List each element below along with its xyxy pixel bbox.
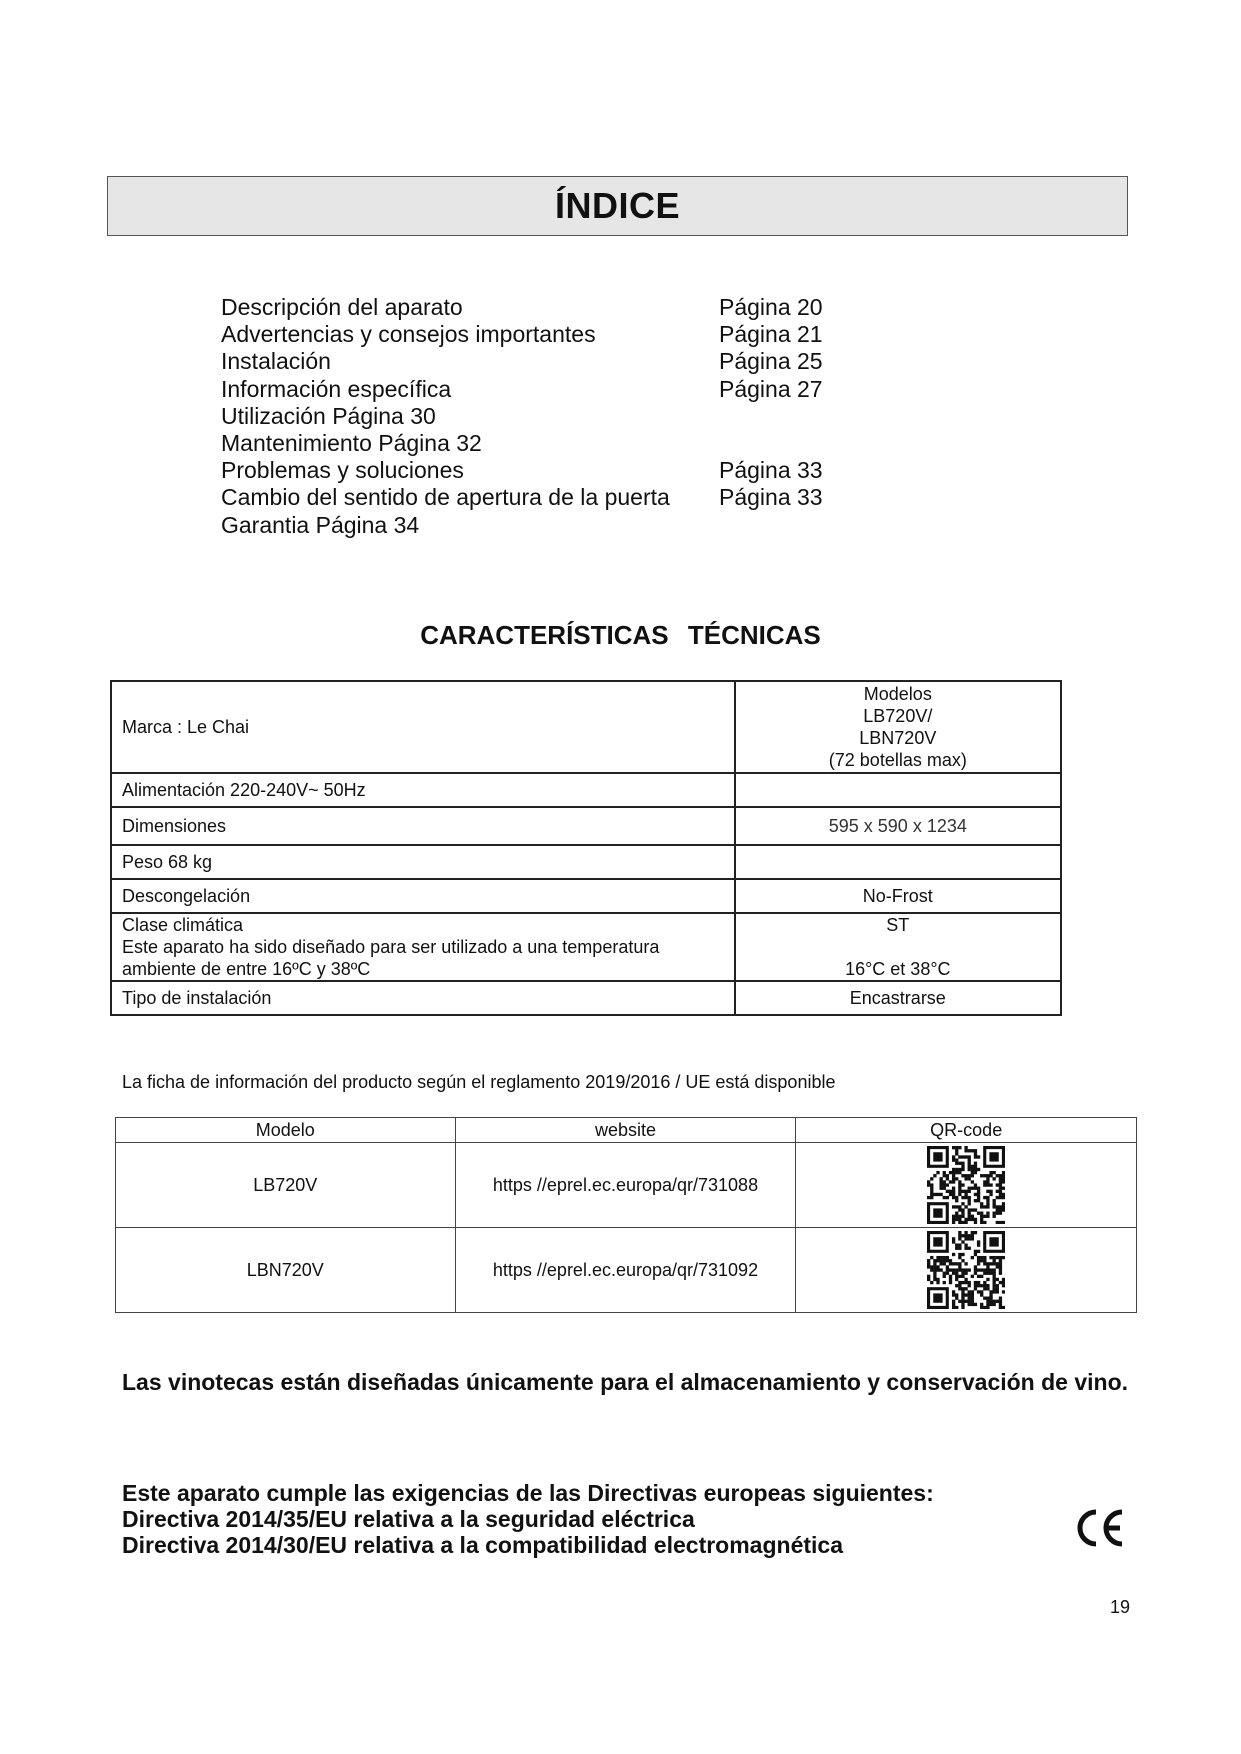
specs-table — [110, 680, 1062, 1016]
weight-cell: Peso 68 kg — [111, 845, 735, 879]
header-website: website — [455, 1118, 796, 1143]
url-cell: https //eprel.ec.europa/qr/731092 — [455, 1228, 796, 1313]
toc-label: Cambio del sentido de apertura de la puerta — [221, 484, 670, 511]
index-header — [107, 176, 1128, 236]
toc-entry — [221, 512, 861, 539]
qr-code-icon[interactable] — [927, 1231, 1005, 1309]
toc-entry — [221, 294, 861, 321]
toc-label: Utilización Página 30 — [221, 402, 436, 429]
toc-page: Página 20 — [719, 294, 823, 320]
toc-page: Página 27 — [719, 375, 823, 402]
power-value-cell — [735, 773, 1061, 807]
toc-label: Problemas y soluciones — [221, 457, 464, 484]
toc-label: Advertencias y consejos importantes — [221, 321, 596, 348]
toc-page: Página 33 — [719, 484, 823, 511]
table-row — [111, 807, 1061, 845]
table-row — [111, 845, 1061, 879]
toc-entry — [221, 321, 861, 348]
toc-page: Página 21 — [719, 321, 823, 348]
table-row — [116, 1228, 1137, 1313]
table-row — [116, 1143, 1137, 1228]
toc-label: Información específica — [221, 375, 452, 402]
model-cell: LB720V — [116, 1143, 456, 1228]
table-row — [111, 773, 1061, 807]
table-of-contents — [221, 294, 861, 539]
models-cell — [735, 681, 1061, 773]
install-value-cell: Encastrarse — [735, 981, 1061, 1015]
qr-code-icon[interactable] — [927, 1146, 1005, 1224]
models-line: LBN720V — [859, 728, 937, 748]
climate-class: ST — [886, 915, 910, 935]
header-model: Modelo — [116, 1118, 456, 1143]
models-line: LB720V/ — [863, 706, 933, 726]
eprel-note: La ficha de información del producto según el reglamento 2019/2016 / UE está disponible — [122, 1072, 836, 1092]
brand-cell: Marca : Le Chai — [111, 681, 735, 773]
toc-entry — [221, 430, 861, 457]
toc-label: Garantia Página 34 — [221, 511, 420, 538]
toc-label: Instalación — [221, 348, 331, 375]
toc-page: Página 25 — [719, 348, 823, 375]
toc-label: Mantenimiento Página 32 — [221, 429, 482, 456]
qr-table — [115, 1117, 1137, 1313]
climate-desc: ambiente de entre 16ºC y 38ºC — [122, 959, 371, 979]
table-row — [111, 681, 1061, 773]
directive-line: Directiva 2014/35/EU relativa a la seguridad eléctrica — [122, 1506, 695, 1532]
table-row — [111, 879, 1061, 913]
models-line: Modelos — [863, 684, 932, 704]
directives-intro: Este aparato cumple las exigencias de las Directivas europeas siguientes: — [122, 1480, 934, 1506]
install-label-cell: Tipo de instalación — [111, 981, 735, 1015]
toc-entry — [221, 403, 861, 430]
index-title: ÍNDICE — [554, 185, 680, 226]
defrost-value-cell: No-Frost — [735, 879, 1061, 913]
toc-entry — [221, 484, 861, 511]
toc-entry — [221, 457, 861, 484]
qr-cell — [796, 1228, 1137, 1313]
url-cell: https //eprel.ec.europa/qr/731088 — [455, 1143, 796, 1228]
toc-entry — [221, 376, 861, 403]
header-qr: QR-code — [796, 1118, 1137, 1143]
climate-range: 16°C et 38°C — [845, 959, 951, 979]
climate-desc: Este aparato ha sido diseñado para ser utilizado a una temperatura — [122, 937, 660, 957]
models-line: (72 botellas max) — [828, 750, 967, 770]
table-row — [111, 981, 1061, 1015]
directive-line: Directiva 2014/30/EU relativa a la compatibilidad electromagnética — [122, 1532, 843, 1558]
table-row — [111, 913, 1061, 981]
ce-mark-icon — [1074, 1508, 1126, 1548]
model-cell: LBN720V — [116, 1228, 456, 1313]
page-number: 19 — [1109, 1597, 1130, 1617]
table-header-row — [116, 1118, 1137, 1143]
directives-block — [122, 1480, 934, 1558]
dimensions-label-cell: Dimensiones — [111, 807, 735, 845]
toc-page: Página 33 — [719, 457, 823, 484]
defrost-label-cell: Descongelación — [111, 879, 735, 913]
toc-label: Descripción del aparato — [221, 294, 463, 320]
toc-entry — [221, 348, 861, 375]
specs-title: CARACTERÍSTICAS TÉCNICAS — [420, 620, 821, 650]
climate-label-cell — [111, 913, 735, 981]
weight-value-cell — [735, 845, 1061, 879]
dimensions-value-cell: 595 x 590 x 1234 — [735, 807, 1061, 845]
qr-cell — [796, 1143, 1137, 1228]
power-cell: Alimentación 220-240V~ 50Hz — [111, 773, 735, 807]
storage-note: Las vinotecas están diseñadas únicamente para el almacenamiento y conservación de vino. — [122, 1369, 1129, 1395]
climate-value-cell — [735, 913, 1061, 981]
climate-label: Clase climática — [122, 915, 244, 935]
